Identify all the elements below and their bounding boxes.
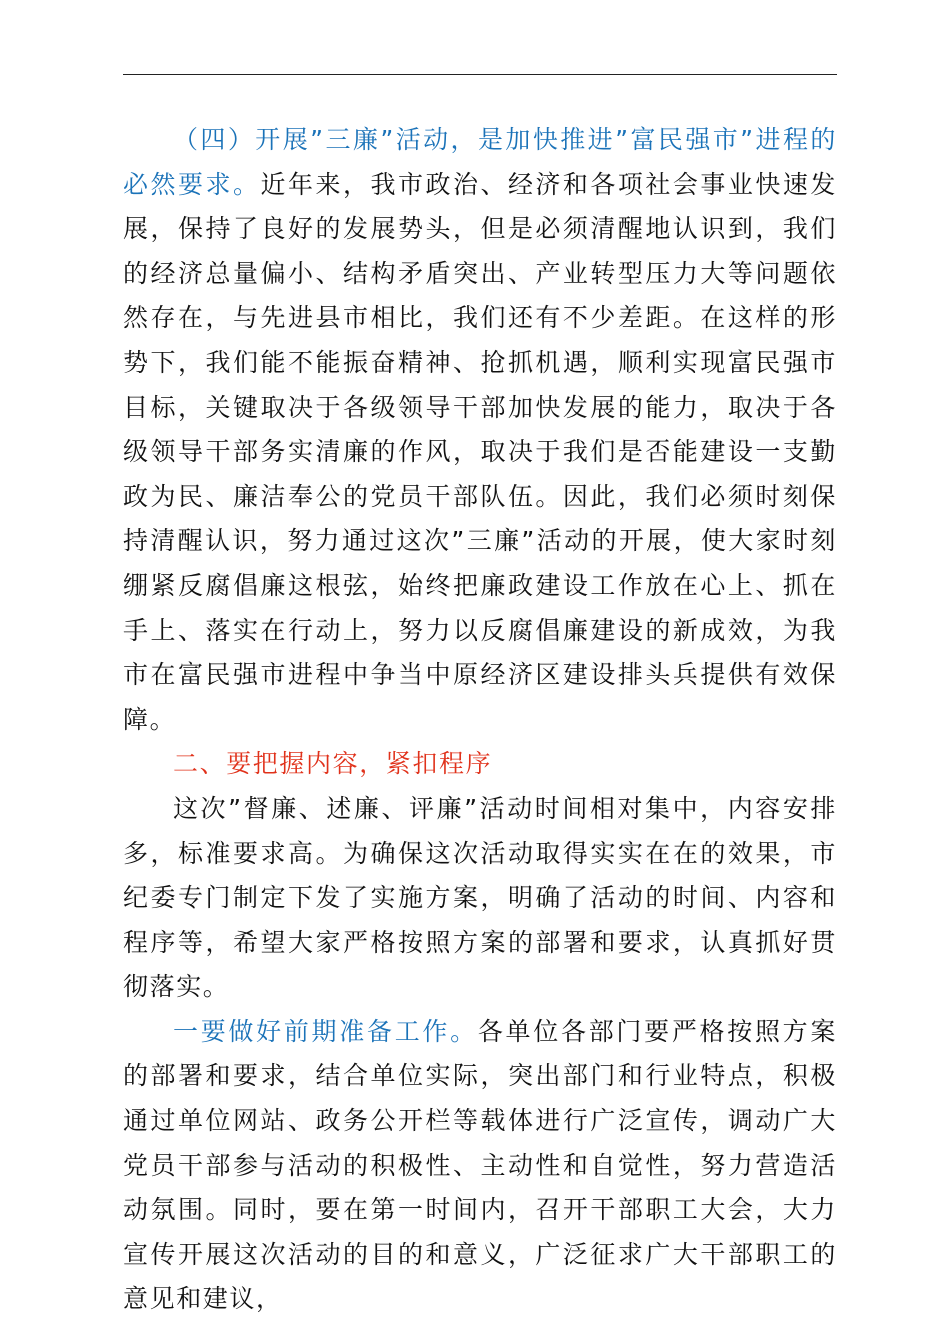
subsection-heading-preparation: 一要做好前期准备工作。 xyxy=(173,1016,478,1046)
paragraph-text: 近年来，我市政治、经济和各项社会事业快速发展，保持了良好的发展势头，但是必须清醒地认识到，我们的经济总量偏小、结构矛盾突出、产业转型压力大等问题依然存在，与先进县市相比，我们还有不少差距。在这样的形势下，我们能不能振奋精神、抢抓机遇，顺利实现富民强市目标，关键取决于各级领导干部加快发展的能力，取决于各级领导干部务实清廉的作风，取决于我们是否能建设一支勤政为民、廉洁奉公的党员干部队伍。因此，我们必须时刻保持清醒认识，努力通过这次”三廉”活动的开展，使大家时刻绷紧反腐倡廉这根弦，始终把廉政建设工作放在心上、抓在手上、落实在行动上，努力以反腐倡廉建设的新成效，为我市在富民强市进程中争当中原经济区建设排头兵提供有效保障。 xyxy=(123,169,837,734)
paragraph-necessity xyxy=(123,118,837,742)
document-body xyxy=(123,118,837,1322)
section-heading-two: 二、要把握内容，紧扣程序 xyxy=(173,749,493,779)
paragraph-preparation xyxy=(123,1010,837,1322)
paragraph-activity-overview: 这次”督廉、述廉、评廉”活动时间相对集中，内容安排多，标准要求高。为确保这次活动取得实实在在的效果，市纪委专门制定下发了实施方案，明确了活动的时间、内容和程序等，希望大家严格按照方案的部署和要求，认真抓好贯彻落实。 xyxy=(123,793,837,1002)
section-heading-four: （四）开展”三廉”活动，是加快推进”富民强市”进程的必然要求。 xyxy=(123,125,837,199)
paragraph-text: 各单位各部门要严格按照方案的部署和要求，结合单位实际，突出部门和行业特点，积极通过单位网站、政务公开栏等载体进行广泛宣传，调动广大党员干部参与活动的积极性、主动性和自觉性，努力营造活动氛围。同时，要在第一时间内，召开干部职工大会，大力宣传开展这次活动的目的和意义，广泛征求广大干部职工的意见和建议， xyxy=(123,1016,837,1314)
header-rule xyxy=(123,74,837,75)
